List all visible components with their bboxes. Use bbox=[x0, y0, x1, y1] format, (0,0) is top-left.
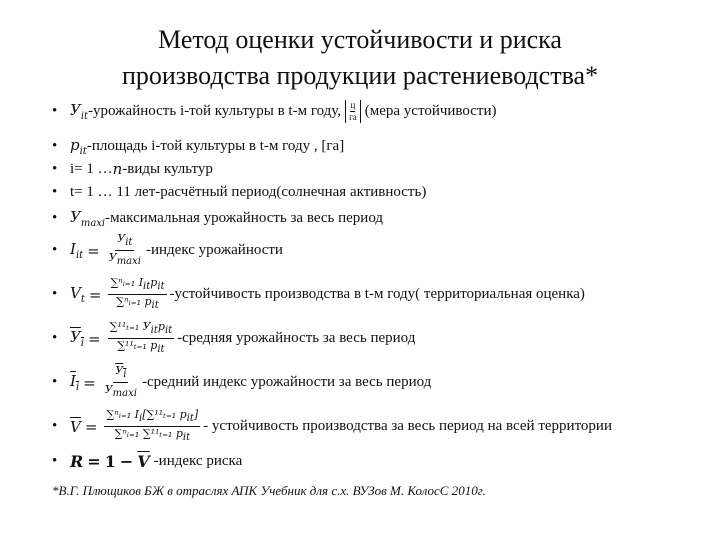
formula-fraction: $\frac{\sum^nᵢ_{=1} I_i[\sum^{11}_{t=1} p_{it}]}{\sum^nᵢ_{=1} \sum^{11}_{t=1} p_{it}}$ bbox=[106, 408, 199, 444]
definition-text: -площадь i-той культуры в t-м году , [га] bbox=[86, 138, 345, 154]
definition-text: -средняя урожайность за весь период bbox=[177, 330, 416, 347]
equals-sign: = bbox=[87, 241, 100, 260]
definition-text: -индекс урожайности bbox=[145, 242, 283, 259]
definition-text: -устойчивость производства в t-м году( территориальная оценка) bbox=[169, 286, 585, 303]
definition-text: -урожайность i-той культуры в t-м году, bbox=[88, 103, 342, 119]
bullet: • bbox=[52, 160, 58, 177]
bullet: • bbox=[52, 330, 58, 347]
title-line-2: производства продукции растениеводства* bbox=[121, 61, 599, 90]
definition-text: -индекс риска bbox=[153, 453, 243, 469]
equals-sign: = bbox=[88, 285, 102, 304]
list-item-area bbox=[52, 136, 344, 157]
definition-text: t= 1 … 11 лет-расчётный период(солнечная активность) bbox=[70, 184, 427, 200]
definition-text: - устойчивость производства за весь период на всей территории bbox=[203, 418, 612, 435]
symbol: $p_{it}$ bbox=[70, 136, 87, 157]
list-item-max-yield bbox=[52, 208, 383, 229]
equals-sign: = bbox=[87, 452, 101, 471]
symbol: $V_t$ bbox=[70, 284, 85, 306]
source-footnote: *В.Г. Плющиков БЖ в отраслях АПК Учебник для с.х. ВУЗов М. КолосС 2010г. bbox=[52, 483, 486, 498]
symbol: $У_{maxi}$ bbox=[70, 208, 106, 229]
title-line-1: Метод оценки устойчивости и риска bbox=[158, 25, 562, 54]
bullet: • bbox=[52, 286, 58, 303]
bullet: • bbox=[52, 210, 58, 226]
list-item-yield bbox=[52, 100, 497, 123]
formula-fraction: $\frac{\sum^{11}_{t=1} У_{it}p_{it}}{\sum^{11}_{t=1} p_{it}}$ bbox=[109, 320, 173, 356]
equals-sign: = bbox=[84, 417, 98, 436]
definition-text: -виды культур bbox=[122, 160, 213, 177]
list-item-crop-types bbox=[52, 160, 213, 178]
bullet: • bbox=[52, 418, 58, 435]
bullet: • bbox=[52, 242, 58, 259]
list-item-stability-year bbox=[52, 276, 585, 313]
symbol-2: $\overline{V}$ bbox=[137, 452, 150, 471]
bullet: • bbox=[52, 138, 58, 154]
symbol: $У_{it}$ bbox=[70, 101, 89, 122]
bullet: • bbox=[52, 374, 58, 391]
equals-sign: = bbox=[83, 373, 96, 392]
definition-text: -средний индекс урожайности за весь период bbox=[141, 374, 432, 391]
list-item-risk-index bbox=[52, 452, 242, 471]
symbol: n bbox=[112, 160, 123, 178]
minus-sign: − bbox=[119, 452, 134, 471]
list-item-avg-yield bbox=[52, 320, 415, 357]
list-item-total-stability bbox=[52, 408, 612, 445]
symbol: R bbox=[70, 452, 84, 471]
list-item-yield-index bbox=[52, 232, 283, 269]
bullet: • bbox=[52, 453, 58, 469]
symbol: $I_{it}$ bbox=[70, 240, 84, 262]
symbol: $I_i$ bbox=[70, 372, 80, 394]
list-item-period bbox=[52, 184, 426, 201]
bullet: • bbox=[52, 103, 58, 119]
symbol: $\overline{V}$ bbox=[70, 417, 81, 436]
bullet: • bbox=[52, 184, 58, 200]
definition-note: (мера устойчивости) bbox=[364, 103, 497, 119]
formula-fraction: $\frac{У_{it}}{У_{maxi}}$ bbox=[108, 232, 141, 268]
range-prefix: i= 1 … bbox=[70, 160, 113, 177]
one: 1 bbox=[104, 452, 116, 471]
unit-fraction: ц га bbox=[345, 100, 361, 123]
formula-fraction: $\frac{У_i}{У_{maxi}}$ bbox=[104, 364, 137, 400]
formula-fraction: $\frac{\sum^nᵢ_{=1} I_{it}p_{it}}{\sum^nᵢ_{=1} p_{it}}$ bbox=[110, 276, 165, 312]
symbol: $У_i$ bbox=[70, 328, 85, 350]
equals-sign: = bbox=[88, 329, 101, 348]
list-item-avg-index bbox=[52, 364, 431, 401]
definition-text: -максимальная урожайность за весь период bbox=[105, 210, 384, 226]
